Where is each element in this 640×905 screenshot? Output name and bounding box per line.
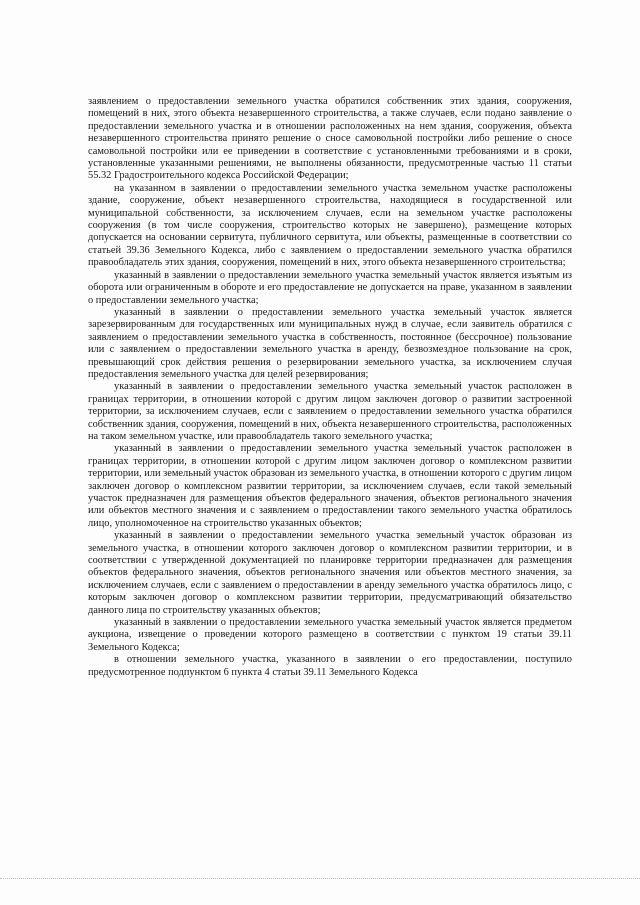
paragraph-complex-development: указанный в заявлении о предоставлении земельного участка земельный участок расположен в границах территории, в отношении которой с другим лицом заключен договор о комплексном развитии территории, или земельный участок образован из земельного участка, в отношении которого с другим лицом заключен договор о комплексном развитии территории, за исключением случаев, если такой земельный участок предназначен для размещения объектов федерального значения, объектов регионального значения или объектов местного значения и с заявлением о предоставлении такого земельного участка обратилось лицо, уполномоченное на строительство указанных объектов; [88, 443, 572, 529]
paragraph-continuation: заявлением о предоставлении земельного участка обратился собственник этих здания, сооружения, помещений в них, этого объекта незавершенного строительства, а также случаев, если подано заявление о предоставлении земельного участка и в отношении расположенных на нем здания, сооружения, объекта незавершенного строительства принято решение о сносе самовольной постройки либо решение о сносе самовольной постройки или ее приведении в соответствие с установленными требованиями и в сроки, установленные указанными решениями, не выполнены обязанности, предусмотренные частью 11 статьи 55.32 Градостроительного кодекса Российской Федерации; [88, 96, 572, 182]
paragraph-complex-development-plan: указанный в заявлении о предоставлении земельного участка земельный участок образован из земельного участка, в отношении которого заключен договор о комплексном развитии территории, и в соответствии с утвержденной документацией по планировке территории предназначен для размещения объектов федерального значения, объектов регионального значения или объектов местного значения, за исключением случаев, если с заявлением о предоставлении в аренду земельного участка обратилось лицо, с которым заключен договор о комплексном развитии территории, предусматривающий обязательство данного лица по строительству указанных объектов; [88, 530, 572, 616]
paragraph-state-buildings: на указанном в заявлении о предоставлении земельного участка земельном участке расположены здание, сооружение, объект незавершенного строительства, находящиеся в государственной или муниципальной собственности, за исключением случаев, если на земельном участке расположены сооружения (в том числе сооружения, строительство которых не завершено), размещение которых допускается на основании сервитута, публичного сервитута, или объекты, размещенные в соответствии со статьей 39.36 Земельного Кодекса, либо с заявлением о предоставлении земельного участка обратился правообладатель этих здания, сооружения, помещений в них, этого объекта незавершенного строительства; [88, 182, 572, 269]
paragraph-built-up-territory: указанный в заявлении о предоставлении земельного участка земельный участок расположен в границах территории, в отношении которой с другим лицом заключен договор о развитии застроенной территории, за исключением случаев, если с заявлением о предоставлении земельного участка обратился собственник здания, сооружения, помещений в них, объекта незавершенного строительства, расположенных на таком земельном участке, или правообладатель такого земельного участка; [88, 381, 572, 442]
document-body [88, 96, 572, 679]
paragraph-auction-subject: указанный в заявлении о предоставлении земельного участка земельный участок является предметом аукциона, извещение о проведении которого размещено в соответствии с пунктом 19 статьи 39.11 Земельного Кодекса; [88, 617, 572, 653]
scan-edge-line [0, 878, 640, 880]
paragraph-restricted-circulation: указанный в заявлении о предоставлении земельного участка земельный участок является изъятым из оборота или ограниченным в обороте и его предоставление не допускается на праве, указанном в заявлении о предоставлении земельного участка; [88, 269, 572, 306]
paragraph-application-received: в отношении земельного участка, указанного в заявлении о его предоставлении, поступило предусмотренное подпунктом 6 пункта 4 статьи 39.11 Земельного Кодекса [88, 654, 572, 678]
paragraph-reserved-land: указанный в заявлении о предоставлении земельного участка земельный участок является зарезервированным для государственных или муниципальных нужд в случае, если заявитель обратился с заявлением о предоставлении земельного участка в собственность, постоянное (бессрочное) пользование или с заявлением о предоставлении земельного участка в аренду, безвозмездное пользование на срок, превышающий срок действия решения о резервировании земельного участка, за исключением случая предоставления земельного участка для целей резервирования; [88, 306, 572, 380]
